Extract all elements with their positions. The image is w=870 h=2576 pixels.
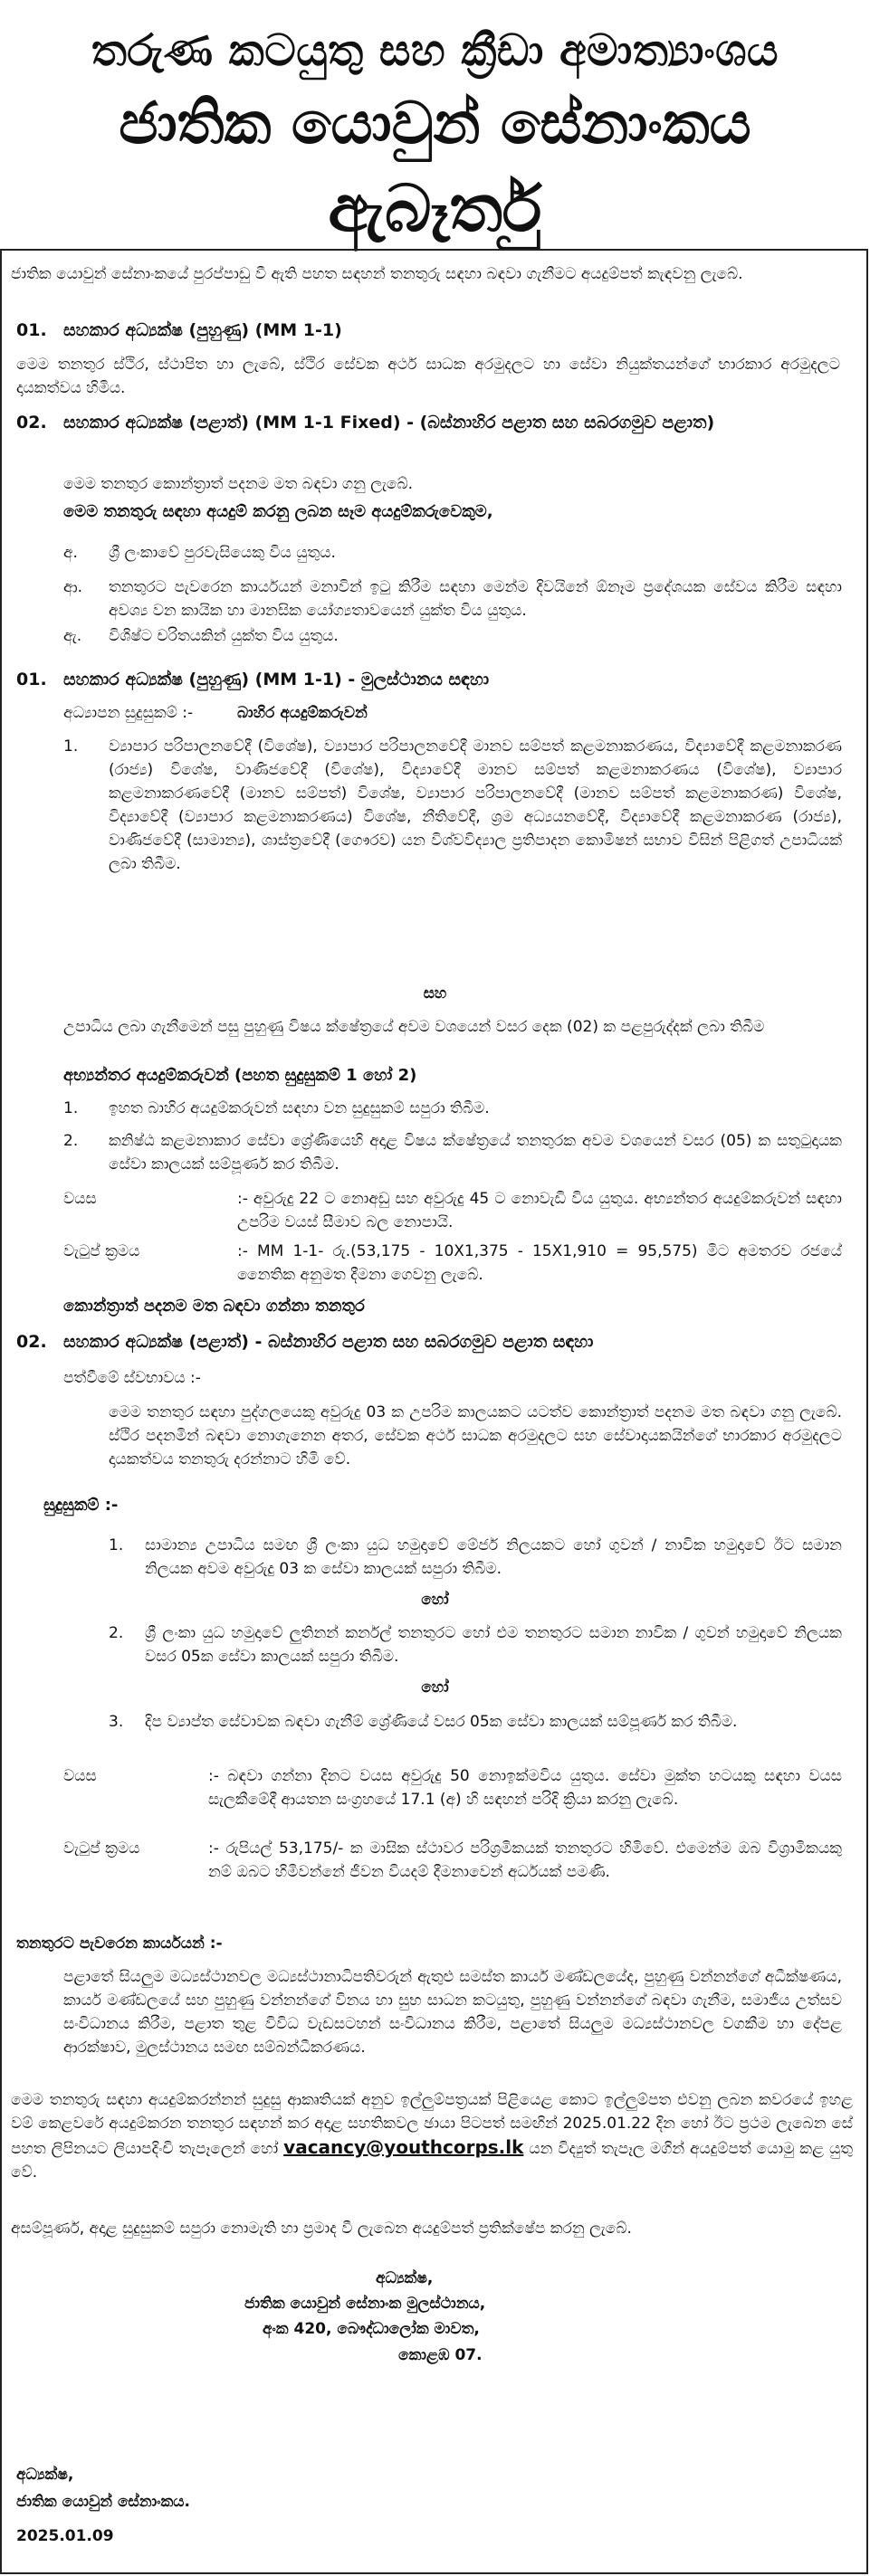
s2-item-text: විශිෂ්ට චරිතයකින් යුක්ත විය යුතුය. [109,627,339,645]
s4-q2-text: ශ්‍රී ලංකා යුධ හමුදාවේ ලුතිනන් කර්නල් තනතුරට හෝ එම තනතුරට සමාන නාවික / ගුවන් හමුදාවේ නිලයක වසර 05ක සේවා කාලයක් සපුරා තිබීම. [145,1624,842,1666]
s4-salary-text: :- රුපියල් 53,175/- ක මාසික ස්ථාවර පරිශ්‍රමිකයක් තනතුරට හිමිවේ. එමෙන්ම ඔබ විශ්‍රාමිකයකු නම් ඔබට හිමිවන්නේ ජීවන වියදම් දීමනාවෙන් අර්ධයක් පමණි. [208,1839,842,1881]
organization-title: ජාතික යොවුන් සේනාංකය [119,90,751,157]
s4-age-label: වයස [63,1767,97,1785]
s4-title: සහකාර අධ්‍යක්ෂ (පළාත්) - බස්නාහිර පළාත සහ සබරගමුව පළාත සඳහා [63,1332,594,1352]
s4-q3-number: 3. [109,1713,124,1731]
s3-title: සහකාර අධ්‍යක්ෂ (පුහුණු) (MM 1-1) - මුලස්ථානය සඳහා [63,670,490,689]
s3-salary-text: :- MM 1-1- රු.(53,175 - 10X1,375 - 15X1,910 = 95,575) මිට අමතරව රජයේ නෛතික අනුමත දීමනා ගෙවනු ලැබේ. [237,1242,842,1284]
s4-duties-head: තනතුරට පැවරෙන කාර්යයන් :- [16,1934,223,1953]
s2-title: සහකාර අධ්‍යක්ෂ (පළාත්) (MM 1-1 Fixed) - (බස්නාහිර පළාත සහ සබරගමුව පළාත) [63,413,715,433]
s3-internal-head: අභ්‍යන්තර අයදුම්කරුවන් (පහත සුදුසුකම් 1 හෝ 2) [63,1066,417,1085]
s4-q1-number: 1. [109,1536,124,1554]
signature-date: 2025.01.09 [16,2527,114,2545]
s3-ext1-text: ව්‍යාපාර පරිපාලනවේදී (විශේෂ), ව්‍යාපාර පරිපාලනවේදී මානව සම්පත් කළමනාකරණය, විද්‍යාවේදී කළමනාකරණ (රාජ්‍ය) විශේෂ, වාණිජවේදී (විශේෂ), විද්‍යාවේදී මානව සම්පත් කළමනාකරණය (විශේෂ), ව්‍යාපාර කළමනාකරණවේදී (මානව සම්පත්) විශේෂ, ව්‍යාපාර පරිපාලනවේදී (මානව සම්පත් කළමනාකරණ) විශේෂ, විද්‍යාවේදී (ව්‍යාපාර කළමනාකරණය) විශේෂ, නීතිවේදී, ශ්‍රම අධ්‍යයනවේදී, විද්‍යාවේදී කළමනාකරණ (රාජ්‍ය), වාණිජවේදී (සාමාන්‍ය), ශාස්ත්‍රවේදී (ගෞරව) යන විශ්වවිද්‍යාල ප්‍රතිපාදන කොමිෂන් සභාව විසින් පිළිගත් උපාධියක් ලබා තිබීම. [109,737,842,873]
s3-int2-number: 2. [63,1132,79,1150]
s2-item-text: තනතුරට පැවරෙන කාර්යයන් මනාවින් ඉටු කිරීම සඳහා මෙන්ම දිවයිනේ ඕනෑම ප්‍රදේශයක සේවය කිරීම සඳහා අවශ්‍ය වන කායික හා මානසික යෝග්‍යතාවයෙන් යුක්ත විය යුතුය. [109,578,842,620]
s3-edu-value: බාහිර අයදුම්කරුවන් [237,704,368,722]
s3-ext2-text: උපාධිය ලබා ගැනීමෙන් පසු පුහුණු විෂය ක්ෂේත්‍රයේ අවම වශයෙන් වසර දෙක (02) ක පළපුරුද්දක් ලබා තිබීම [63,1018,765,1036]
s4-nature-text: මෙම තනතුර සඳහා පුද්ගලයෙකු අවුරුදු 03 ක උපරිම කාලයකට යටත්ව කොන්ත්‍රාත් පදනම මත බඳවා ගනු ලැබේ. ස්ථිර පදනමින් බඳවා නොගැනෙන අතර, සේවක අර්ථ සාධක අරමුදලට සහ සේවාදායකයින්ගේ භාරකාර අරමුදලට දායකත්වය තනතුරු දරන්නාට හිමි වේ. [109,1403,842,1469]
ministry-title: තරුණ කටයුතු සහ ක්‍රීඩා අමාත්‍යාංශය [91,25,779,76]
address-line: කොළඹ 07. [398,2346,483,2364]
s3-int1-text: ඉහත බාහිර අයදුම්කරුවන් සඳහා වන සුදුසුකම් සපුරා තිබීම. [109,1099,490,1117]
s2-number: 02. [16,413,47,433]
s4-duties-text: පළාතේ සියලුම මධ්‍යස්ථානවල මධ්‍යස්ථානාධිපතිවරුන් ඇතුළු සමස්ත කාර්ය මණ්ඩලයේද, පුහුණු වන්නන්ගේ අධීක්ෂණය, කාර්ය මණ්ඩලයේ සහ පුහුණු වන්නන්ගේ විනය හා සුභ සාධන කටයුතු, පුහුණු වන්නන්ගේ බඳවා ගැනීම, සමාජීය උත්සව සංවිධානය කිරීම, පළාත තුළ විවිධ වැඩසටහන් සංවිධානය කිරීම, පළාතේ සියලුම මධ්‍යස්ථානවල වගකීම හා දේපළ ආරක්ෂාව, මුලස්ථානය සමඟ සම්බන්ධීකරණය. [63,1968,842,2057]
intro-text: ජාතික යොවුන් සේනාංකයේ පුරප්පාඩු වී ඇති පහත සඳහන් තනතුරු සඳහා බඳවා ගැනීමට අයදුම්පත් කැඳවනු ලැබේ. [11,265,743,283]
s2-item-key: ඇ. [63,627,82,645]
address-line: ජාතික යොවුන් සේනාංක මුලස්ථානය, [244,2295,486,2313]
apply-text-a: මෙම තනතුරු සඳහා අයදුම්කරන්නන් සුදුසු ආකෘතියක් අනුව ඉල්ලුම්පත්‍රයක් පිළියෙළ කොට ඉල්ලුම්පත එවනු ලබන කවරයේ ඉහළ වම් කෙළවරේ අයදුම්කරන තනතුර සඳහන් කර අදාළ සහතිකවල ඡායා පිටපත් සමඟින් 2025.01.22 දින හෝ ඊට ප්‍රථම ලැබෙන සේ පහත ලිපිනයට ලියාපදිංචි තැපෑලෙන් හෝ [11,2091,853,2158]
s4-number: 02. [16,1332,47,1352]
s4-salary-label: වැටුප් ක්‍රමය [63,1839,140,1858]
s4-age-text: :- බඳවා ගන්නා දිනට වයස අවුරුදු 50 නොඉක්මවිය යුතුය. සේවා මුක්ත හටයකු සඳහා වයස සැලකීමේදී ආයතන සංග්‍රහයේ 17.1 (අ) හි සඳහන් පරිදි ක්‍රියා කරනු ලැබේ. [208,1767,842,1809]
s2-subhead: මෙම තනතුරු සඳහා අයදුම් කරනු ලබන සෑම අයදුම්කරුවෙකුම, [63,502,493,521]
s4-q3-text: දිප ව්‍යාප්ත සේවාවක බඳවා ගැනීම් ශ්‍රේණියේ වසර 05ක සේවා කාලයක් සම්පූර්ණ කර තිබීම. [145,1713,738,1731]
s3-edu-label: අධ්‍යාපන සුදුසුකම් :- [63,704,194,722]
s1-title: සහකාර අධ්‍යක්ෂ (පුහුණු) (MM 1-1) [63,320,342,340]
apply-text [11,2088,853,2184]
s4-or: හෝ [421,1591,449,1609]
s3-int2-text: කනිෂ්ඨ කළමනාකාර සේවා ශ්‍රේණියෙහි අදාළ විෂය ක්ෂේත්‍රයේ තනතුරක අවම වශයෙන් වසර (05) ක සතුටුදායක සේවා කාලයක් සම්පූර්ණ කර තිබීම. [109,1132,842,1174]
s3-contract-head: කොන්ත්‍රාත් පදනම මත බඳවා ගන්නා තනතුර [63,1297,365,1316]
notice-title: ඇබෑර්තු [328,170,542,246]
s1-number: 01. [16,320,47,340]
s3-ext1-number: 1. [63,737,79,756]
s2-item-text: ශ්‍රී ලංකාවේ පුරවැසියෙකු විය යුතුය. [109,544,336,562]
s3-salary-label: වැටුප් ක්‍රමය [63,1242,140,1260]
signature-title: අධ්‍යක්ෂ, [16,2466,74,2484]
s3-number: 01. [16,670,47,689]
s4-q1-text: සාමාන්‍ය උපාධිය සමඟ ශ්‍රී ලංකා යුධ හමුදාවේ මේජර් නිලයකට හෝ ගුවන් / නාවික හමුදාවේ ඊට සමාන නිලයක අවම අවුරුදු 03 ක සේවා කාලයක් සපුරා තිබීම. [145,1536,842,1578]
s3-and: සහ [423,984,447,1003]
signature-organization: ජාතික යොවුන් සේනාංකය. [16,2493,190,2511]
s4-qual-head: සුදුසුකම් :- [43,1496,119,1515]
apply-text-b: යන විද්‍යුත් තැපෑල මගින් අයදුම්පත් යොමු කළ යුතු වේ. [11,2140,854,2182]
s1-desc: මෙම තනතුර ස්ථිර, ස්ථාපිත හා ලැබේ, ස්ථිර සේවක අර්ථ සාධක අරමුදලට හා සේවා නියුක්තයන්ගේ භාරකාර අරමුදලට දායකත්වය හිමිය. [16,356,840,397]
s3-age-text: :- අවුරුදු 22 ට නොඅඩු සහ අවුරුදු 45 ට නොවැඩි විය යුතුය. අභ්‍යන්තර අයදුම්කරුවන් සඳහා උපරිම වයස් සීමාව බල නොපායි. [237,1190,842,1231]
s3-int1-number: 1. [63,1099,79,1117]
s2-item-key: අ. [63,544,78,562]
s2-desc: මෙම තනතුර කොන්ත්‍රාත් පදනම මත බඳවා ගනු ලැබේ. [63,475,414,493]
s4-or: හෝ [421,1678,449,1697]
address-line: අංක 420, බෞද්ධාලෝක මාවත, [263,2320,480,2338]
s2-item-key: ආ. [63,578,83,596]
reject-text: අසම්පූර්ණ, අදාළ සුදුසුකම් සපුරා නොමැති හා ප්‍රමාද වී ලැබෙන අයදුම්පත් ප්‍රතික්ෂේප කරනු ලැබේ. [11,2220,632,2238]
s3-age-label: වයස [63,1190,97,1208]
apply-email[interactable]: vacancy@youthcorps.lk [283,2136,524,2158]
s4-q2-number: 2. [109,1624,124,1642]
s4-nature-label: පත්වීමේ ස්වභාවය :- [63,1369,201,1387]
address-line: අධ්‍යක්ෂ, [376,2269,434,2287]
